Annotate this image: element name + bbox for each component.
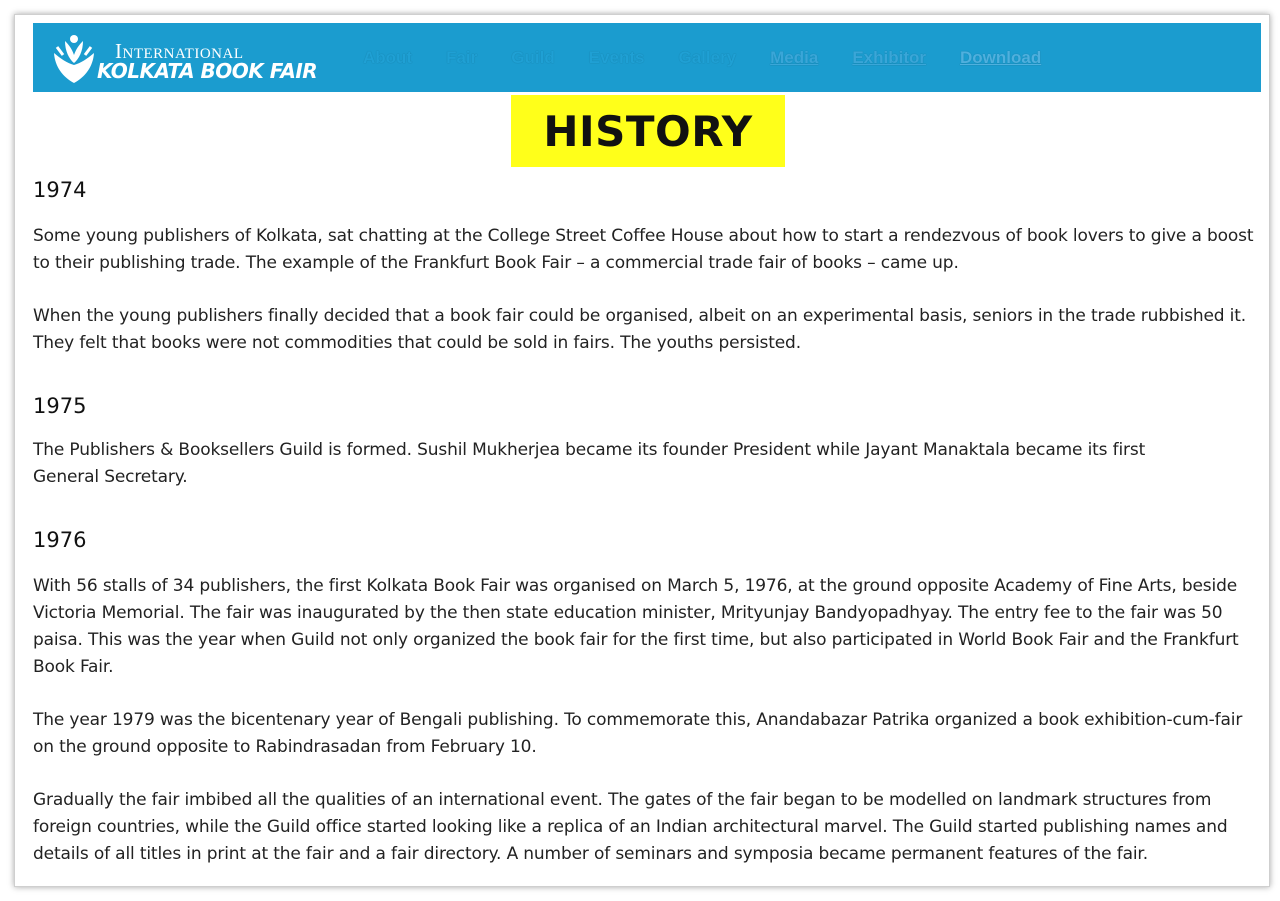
history-content <box>33 175 1257 868</box>
nav-item-events[interactable]: Events <box>588 47 645 67</box>
logo-text-kolkata-book-fair: KOLKATA BOOK FAIR <box>97 59 318 83</box>
history-paragraph: Gradually the fair imbibed all the qualities of an international event. The gates of the fair began to be modelled on landmark structures from foreign countries, while the Guild office started looking like a replica of an Indian architectural marvel. The Guild started publishing names and details of all titles in print at the fair and a fair directory. A number of seminars and symposia became permanent features of the fair. <box>33 790 1228 864</box>
nav-item-download[interactable]: Download <box>960 47 1042 67</box>
nav-item-fair[interactable]: Fair <box>446 47 478 67</box>
year-heading-1975: 1975 <box>33 394 87 418</box>
year-heading-1974: 1974 <box>33 178 87 202</box>
main-nav <box>363 23 1041 92</box>
history-paragraph: With 56 stalls of 34 publishers, the first Kolkata Book Fair was organised on March 5, 1976, at the ground opposite Academy of Fine Arts, beside Victoria Memorial. The fair was inaugurated by the then state education minister, Mrityunjay Bandyopadhyay. The entry fee to the fair was 50 paisa. This was the year when Guild not only organized the book fair for the first time, but also participated in World Book Fair and the Frankfurt Book Fair. <box>33 576 1239 677</box>
nav-item-exhibitor[interactable]: Exhibitor <box>852 47 926 67</box>
history-paragraph: The year 1979 was the bicentenary year of Bengali publishing. To commemorate this, Anandabazar Patrika organized a book exhibition-cum-fair on the ground opposite to Rabindrasadan from February 10. <box>33 710 1243 757</box>
page-title: HISTORY <box>543 106 753 156</box>
nav-item-media[interactable]: Media <box>770 47 819 67</box>
nav-item-gallery[interactable]: Gallery <box>678 47 737 67</box>
logo-text-international: International <box>115 39 244 63</box>
history-paragraph: The Publishers & Booksellers Guild is formed. Sushil Mukherjea became its founder President while Jayant Manaktala became its first General Secretary. <box>33 440 1146 487</box>
screenshot-frame <box>14 14 1270 887</box>
history-paragraph: Some young publishers of Kolkata, sat chatting at the College Street Coffee House about how to start a rendezvous of book lovers to give a boost to their publishing trade. The example of the Frankfurt Book Fair – a commercial trade fair of books – came up. <box>33 226 1254 273</box>
nav-item-guild[interactable]: Guild <box>511 47 555 67</box>
site-logo[interactable] <box>51 33 318 89</box>
book-fair-logo-icon <box>51 33 97 85</box>
history-paragraph: When the young publishers finally decided that a book fair could be organised, albeit on an experimental basis, seniors in the trade rubbished it. They felt that books were not commodities that could be sold in fairs. The youths persisted. <box>33 306 1246 353</box>
page-title-banner <box>511 95 785 167</box>
year-heading-1976: 1976 <box>33 528 87 552</box>
nav-item-about[interactable]: About <box>363 47 413 67</box>
site-header <box>33 23 1261 92</box>
